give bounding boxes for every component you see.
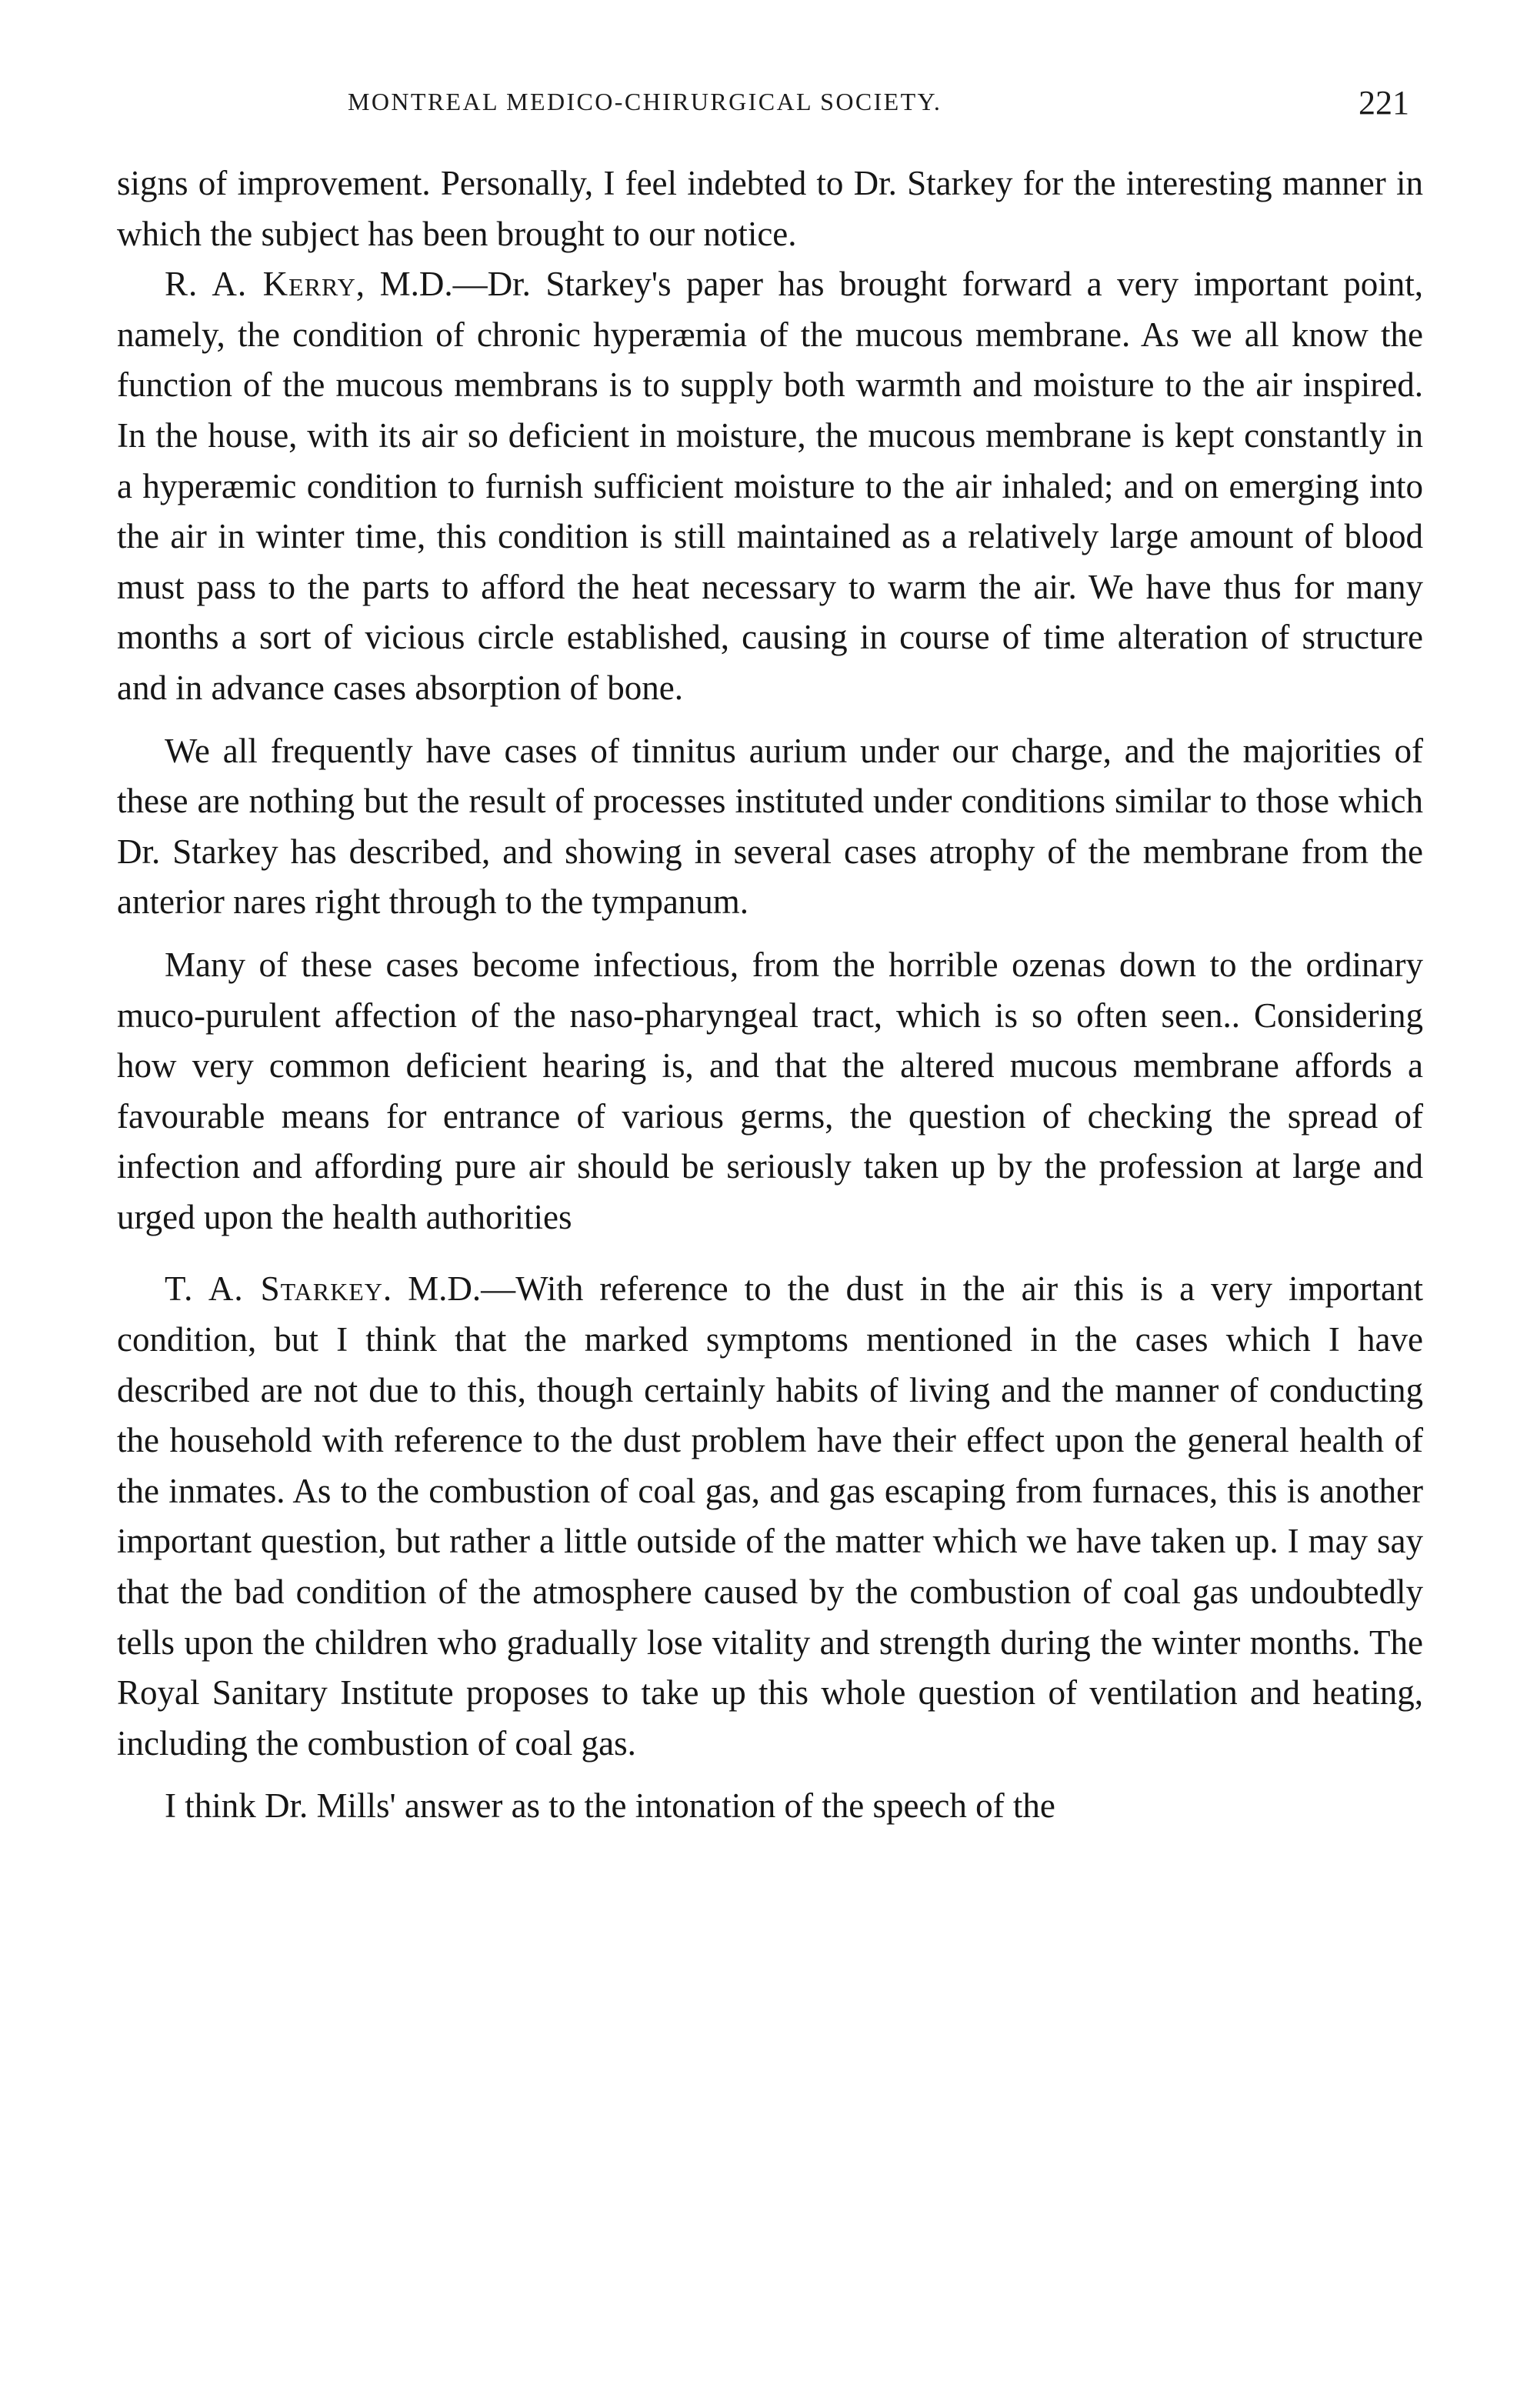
paragraph-infection (117, 940, 1423, 1243)
speaker-suffix: . M.D.— (382, 1269, 516, 1309)
page-number: 221 (1359, 84, 1409, 122)
speaker-name: R. A. Kerry (165, 265, 356, 304)
paragraph-text: I think Dr. Mills' answer as to the intonation of the speech of the (165, 1786, 1055, 1826)
speaker-suffix: , M.D.— (355, 265, 488, 304)
paragraph-text: Dr. Starkey's paper has brought forward a very important point, namely, the condition of chronic hyperæmia of the mucous membrane. As we all know the function of the mucous membrans is to supply both warmth and moisture to the air inspired. In the house, with its air so deficient in moisture, the mucous membrane is kept constantly in a hyperæmic condition to furnish sufficient moisture to the air inhaled; and on emerging into the air in winter time, this condition is still maintained as a relatively large amount of blood must pass to the parts to afford the heat necessary to warm the air. We have thus for many months a sort of vicious circle established, causing in course of time alteration of structure and in advance cases absorption of bone. (117, 265, 1423, 707)
running-header (115, 83, 1415, 129)
paragraph-text: Many of these cases become infectious, from the horrible ozenas down to the ordinary muco-purulent affection of the naso-pharyngeal tract, which is so often seen.. Considering how very common deficient hearing is, and that the altered mucous membrane affords a favourable means for entrance of various germs, the question of checking the spread of infection and affording pure air should be seriously taken up by the profession at large and urged upon the health authorities (117, 945, 1423, 1236)
paragraph-starkey-reply (117, 1264, 1423, 1769)
paragraph-text: signs of improvement. Personally, I feel indebted to Dr. Starkey for the interesting manner in which the subject has been brought to our notice. (117, 164, 1423, 253)
paragraph-kerry-remarks (117, 259, 1423, 713)
speaker-name: T. A. Starkey (165, 1269, 383, 1309)
paragraph-tinnitus (117, 726, 1423, 928)
paragraph-mills-answer (117, 1781, 1423, 1832)
body-text (117, 158, 1423, 1832)
paragraph-text: We all frequently have cases of tinnitus aurium under our charge, and the majorities of these are nothing but the result of processes instituted under conditions similar to those which Dr. Starkey has described, and showing in several cases atrophy of the membrane from the anterior nares right through to the tympanum. (117, 731, 1423, 922)
paragraph-continuation (117, 158, 1423, 259)
running-title: MONTREAL MEDICO-CHIRURGICAL SOCIETY. (348, 88, 942, 115)
paragraph-text: With reference to the dust in the air this is a very important condition, but I think that the marked symptoms mentioned in the cases which I have described are not due to this, though certainly habits of living and the manner of conducting the household with reference to the dust problem have their effect upon the general health of the inmates. As to the combustion of coal gas, and gas escaping from furnaces, this is another important question, but rather a little outside of the matter which we have taken up. I may say that the bad condition of the atmosphere caused by the combustion of coal gas undoubtedly tells upon the children who gradually lose vitality and strength during the winter months. The Royal Sanitary Institute proposes to take up this whole question of ventilation and heating, including the combustion of coal gas. (117, 1269, 1423, 1763)
